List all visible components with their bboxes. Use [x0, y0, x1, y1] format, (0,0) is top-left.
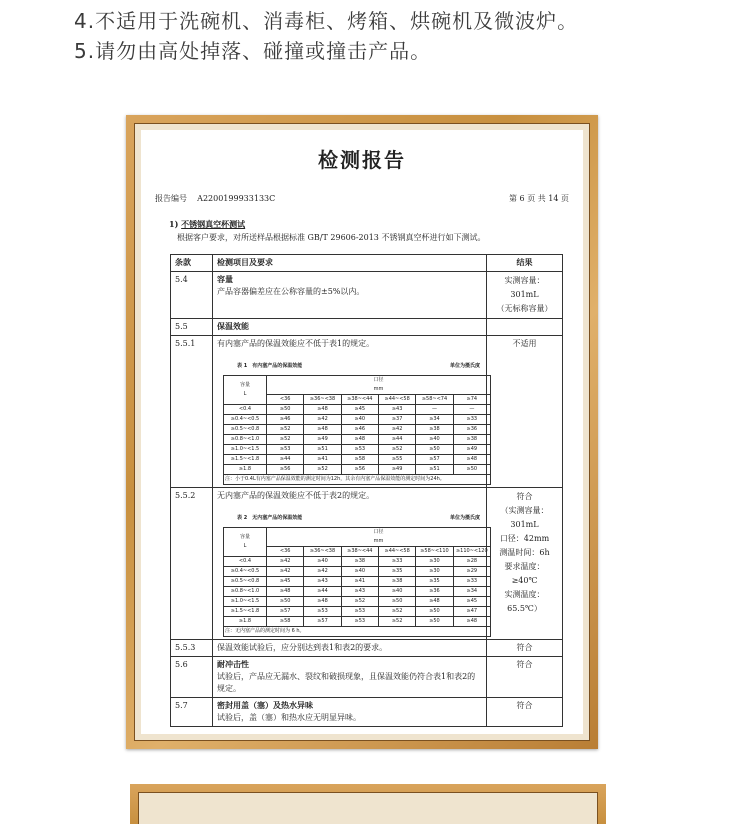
value-cell: ≥34: [453, 587, 490, 597]
capacity-cell: ≥0.8~<1.0: [224, 435, 267, 445]
diameter-unit: mm: [373, 386, 384, 392]
value-cell: ≥40: [416, 435, 453, 445]
value-cell: ≥29: [453, 567, 490, 577]
capacity-cell: <0.4: [224, 405, 267, 415]
value-cell: ≥48: [416, 597, 453, 607]
header-clause: 条款: [171, 255, 213, 272]
value-cell: ≥44: [304, 587, 341, 597]
capacity-label: [224, 528, 267, 557]
value-cell: ≥50: [416, 617, 453, 627]
report-number: [155, 193, 275, 204]
result-line: 测温时间：6h: [499, 548, 550, 557]
value-cell: ≥50: [378, 597, 415, 607]
table1-row: [224, 435, 491, 445]
value-cell: —: [416, 405, 453, 415]
table1-note: 注：小于0.4L有内塞产品保温效能的测定时间为12h，其余有内塞产品保温效能的测定时间为24h。: [224, 475, 491, 485]
col-header: ≥58~<110: [416, 547, 453, 557]
item-cell: [213, 488, 487, 640]
col-header: <36: [267, 395, 304, 405]
table1-title: 表 1 有内塞产品的保温效能: [237, 363, 303, 369]
value-cell: ≥45: [453, 597, 490, 607]
capacity-cell: ≥0.5~<0.8: [224, 577, 267, 587]
value-cell: ≥33: [378, 557, 415, 567]
item-desc: 产品容器偏差应在公称容量的±5%以内。: [217, 287, 365, 296]
value-cell: ≥48: [304, 597, 341, 607]
item-cell: [213, 698, 487, 727]
col-header: ≥36~<38: [304, 547, 341, 557]
result-cell: [487, 319, 563, 336]
table2: [223, 527, 491, 637]
table2-row: [224, 557, 491, 567]
table2-row: [224, 587, 491, 597]
value-cell: ≥40: [304, 557, 341, 567]
capacity-cell: ≥0.5~<0.8: [224, 425, 267, 435]
value-cell: ≥58: [267, 617, 304, 627]
value-cell: ≥53: [341, 607, 378, 617]
value-cell: ≥40: [378, 587, 415, 597]
value-cell: ≥48: [304, 405, 341, 415]
value-cell: ≥50: [416, 607, 453, 617]
value-cell: ≥30: [416, 557, 453, 567]
result-cell: 符合: [487, 698, 563, 727]
note-drop: 5.请勿由高处掉落、碰撞或撞击产品。: [74, 39, 432, 63]
value-cell: ≥45: [341, 405, 378, 415]
value-cell: ≥52: [341, 597, 378, 607]
col-header: ≥74: [453, 395, 490, 405]
value-cell: ≥38: [453, 435, 490, 445]
value-cell: ≥48: [341, 435, 378, 445]
table2-title: 表 2 无内塞产品的保温效能: [237, 515, 303, 521]
clause-number: 5.6: [171, 657, 213, 698]
value-cell: ≥38: [416, 425, 453, 435]
value-cell: ≥38: [378, 577, 415, 587]
value-cell: ≥48: [453, 617, 490, 627]
value-cell: ≥57: [267, 607, 304, 617]
report-paper: [141, 130, 583, 734]
value-cell: ≥49: [304, 435, 341, 445]
report-number-value: A2200199933133C: [197, 194, 276, 203]
value-cell: ≥46: [341, 425, 378, 435]
capacity-cell: ≥0.4~<0.5: [224, 415, 267, 425]
table1-row: [224, 455, 491, 465]
value-cell: ≥33: [453, 415, 490, 425]
result-cell: 符合: [487, 640, 563, 657]
frame-mat: [134, 123, 590, 741]
value-cell: ≥42: [267, 557, 304, 567]
table-row: [171, 488, 563, 640]
value-cell: ≥28: [453, 557, 490, 567]
value-cell: ≥58: [341, 455, 378, 465]
certificate-frame: [126, 115, 598, 749]
table2-row: [224, 597, 491, 607]
capacity-cell: ≥1.5~<1.8: [224, 455, 267, 465]
value-cell: ≥57: [416, 455, 453, 465]
col-header: ≥38~<44: [341, 395, 378, 405]
item-cell: [213, 272, 487, 319]
table1-unit: 单位为摄氏度: [449, 363, 480, 369]
section-title: [169, 219, 245, 230]
table2-note: 注：无内塞产品的测定时间为 6 h。: [224, 627, 491, 637]
value-cell: ≥37: [378, 415, 415, 425]
table1-row: [224, 445, 491, 455]
clause-number: 5.4: [171, 272, 213, 319]
item-title: 耐冲击性: [217, 660, 249, 669]
table-header-row: [171, 255, 563, 272]
value-cell: ≥38: [341, 557, 378, 567]
value-cell: ≥43: [304, 577, 341, 587]
value-cell: ≥48: [304, 425, 341, 435]
value-cell: ≥52: [267, 435, 304, 445]
value-cell: ≥36: [453, 425, 490, 435]
table2-unit: 单位为摄氏度: [449, 515, 480, 521]
section-description: 根据客户要求，对所送样品根据标准 GB/T 29606-2013 不锈钢真空杯进行如下测试。: [177, 233, 486, 242]
section-name: 不锈钢真空杯测试: [181, 219, 246, 229]
col-header: ≥44~<58: [378, 395, 415, 405]
value-cell: ≥33: [453, 577, 490, 587]
item-cell: [213, 657, 487, 698]
col-header: ≥44~<58: [378, 547, 415, 557]
value-cell: ≥49: [378, 465, 415, 475]
table2-row: [224, 617, 491, 627]
value-cell: ≥57: [304, 617, 341, 627]
result-line: （无标称容量）: [496, 304, 553, 313]
item-desc: 试验后，盖（塞）和热水应无明显异味。: [217, 713, 361, 722]
value-cell: ≥42: [378, 425, 415, 435]
result-line: （实测容量：: [500, 506, 549, 515]
table1-row: [224, 465, 491, 475]
result-line: 65.5℃）: [507, 604, 542, 613]
capacity-cell: ≥0.8~<1.0: [224, 587, 267, 597]
capacity-cell: ≥1.8: [224, 465, 267, 475]
item-desc: 试验后，产品应无漏水、裂纹和破损现象，且保温效能仍符合表1和表2的规定。: [217, 672, 476, 693]
value-cell: ≥45: [267, 577, 304, 587]
capacity-unit: L: [243, 543, 247, 549]
value-cell: ≥42: [267, 567, 304, 577]
item-desc: 保温效能试验后，应分别达到表1和表2的要求。: [213, 640, 487, 657]
value-cell: ≥36: [416, 587, 453, 597]
capacity-label-text: 容量: [239, 382, 250, 388]
table1-caption: [237, 360, 480, 372]
value-cell: ≥52: [378, 445, 415, 455]
value-cell: ≥34: [416, 415, 453, 425]
result-line: ≥40℃: [511, 576, 538, 585]
test-results-table: [170, 254, 563, 727]
item-title: 密封用盖（塞）及热水异味: [217, 701, 313, 710]
value-cell: ≥48: [267, 587, 304, 597]
value-cell: ≥50: [267, 597, 304, 607]
table-row: [171, 336, 563, 488]
capacity-label-text: 容量: [239, 534, 250, 540]
value-cell: ≥47: [453, 607, 490, 617]
table1-row: [224, 415, 491, 425]
col-header: ≥58~<74: [416, 395, 453, 405]
table-row: [171, 272, 563, 319]
result-line: 实测容量：: [504, 276, 545, 285]
value-cell: ≥41: [304, 455, 341, 465]
result-line: 实测温度：: [504, 590, 545, 599]
table-row: [171, 657, 563, 698]
result-line: 口径：42mm: [499, 534, 550, 543]
note-dishwasher: 4.不适用于洗碗机、消毒柜、烤箱、烘碗机及微波炉。: [74, 9, 579, 33]
value-cell: ≥53: [341, 445, 378, 455]
value-cell: ≥55: [378, 455, 415, 465]
report-title: 检测报告: [318, 148, 406, 172]
table-row: [171, 319, 563, 336]
value-cell: ≥43: [341, 587, 378, 597]
capacity-cell: ≥1.5~<1.8: [224, 607, 267, 617]
col-header: <36: [267, 547, 304, 557]
item-desc: 有内塞产品的保温效能应不低于表1的规定。: [217, 339, 375, 348]
value-cell: ≥35: [378, 567, 415, 577]
value-cell: ≥50: [267, 405, 304, 415]
value-cell: ≥53: [267, 445, 304, 455]
diameter-label: [267, 376, 491, 395]
diameter-unit: mm: [373, 538, 384, 544]
value-cell: ≥35: [416, 577, 453, 587]
value-cell: —: [453, 405, 490, 415]
item-cell: [213, 336, 487, 488]
col-header: ≥38~<44: [341, 547, 378, 557]
table-row: [171, 640, 563, 657]
table2-body: [224, 557, 491, 627]
table1: [223, 375, 491, 485]
table-row: [171, 698, 563, 727]
value-cell: ≥40: [341, 415, 378, 425]
value-cell: ≥41: [341, 577, 378, 587]
table1-row: [224, 425, 491, 435]
result-cell: 符合: [487, 657, 563, 698]
value-cell: ≥52: [304, 465, 341, 475]
item-title: 容量: [217, 275, 233, 284]
value-cell: ≥44: [378, 435, 415, 445]
value-cell: ≥48: [453, 455, 490, 465]
capacity-label: [224, 376, 267, 405]
item-title: 保温效能: [213, 319, 487, 336]
value-cell: ≥46: [267, 415, 304, 425]
clause-number: 5.7: [171, 698, 213, 727]
section-number: 1): [169, 219, 179, 229]
capacity-cell: ≥1.0~<1.5: [224, 445, 267, 455]
header-result: 结果: [487, 255, 563, 272]
clause-number: 5.5.2: [171, 488, 213, 640]
result-cell: 不适用: [487, 336, 563, 488]
page-info: 第 6 页 共 14 页: [509, 194, 569, 203]
capacity-unit: L: [243, 391, 247, 397]
result-line: 要求温度：: [504, 562, 545, 571]
table2-row: [224, 607, 491, 617]
value-cell: ≥52: [378, 607, 415, 617]
frame-mat: [138, 792, 598, 824]
value-cell: ≥52: [267, 425, 304, 435]
capacity-cell: ≥0.4~<0.5: [224, 567, 267, 577]
diameter-label-text: 口径: [373, 377, 384, 383]
diameter-label: [267, 528, 491, 547]
value-cell: ≥53: [304, 607, 341, 617]
value-cell: ≥43: [378, 405, 415, 415]
header-item: 检测项目及要求: [213, 255, 487, 272]
table2-row: [224, 567, 491, 577]
capacity-cell: <0.4: [224, 557, 267, 567]
value-cell: ≥42: [304, 415, 341, 425]
table2-row: [224, 577, 491, 587]
result-line: 符合: [516, 492, 533, 501]
result-line: 301mL: [510, 520, 539, 529]
value-cell: ≥56: [341, 465, 378, 475]
report-number-label: 报告编号: [155, 194, 187, 203]
item-desc: 无内塞产品的保温效能应不低于表2的规定。: [217, 491, 375, 500]
capacity-cell: ≥1.0~<1.5: [224, 597, 267, 607]
result-cell: [487, 488, 563, 640]
table1-row: [224, 405, 491, 415]
table1-body: [224, 405, 491, 475]
care-notes: [74, 6, 578, 66]
value-cell: ≥51: [304, 445, 341, 455]
value-cell: ≥56: [267, 465, 304, 475]
diameter-label-text: 口径: [373, 529, 384, 535]
clause-number: 5.5.1: [171, 336, 213, 488]
clause-number: 5.5.3: [171, 640, 213, 657]
second-certificate-frame: [130, 784, 606, 824]
value-cell: ≥53: [341, 617, 378, 627]
capacity-cell: ≥1.8: [224, 617, 267, 627]
col-header: ≥110~<120: [453, 547, 490, 557]
value-cell: ≥44: [267, 455, 304, 465]
value-cell: ≥52: [378, 617, 415, 627]
value-cell: ≥42: [304, 567, 341, 577]
value-cell: ≥51: [416, 465, 453, 475]
clause-number: 5.5: [171, 319, 213, 336]
col-header: ≥36~<38: [304, 395, 341, 405]
value-cell: ≥40: [341, 567, 378, 577]
value-cell: ≥30: [416, 567, 453, 577]
result-cell: [487, 272, 563, 319]
value-cell: ≥49: [453, 445, 490, 455]
table2-caption: [237, 512, 480, 524]
value-cell: ≥50: [453, 465, 490, 475]
result-line: 301mL: [510, 290, 539, 299]
value-cell: ≥50: [416, 445, 453, 455]
